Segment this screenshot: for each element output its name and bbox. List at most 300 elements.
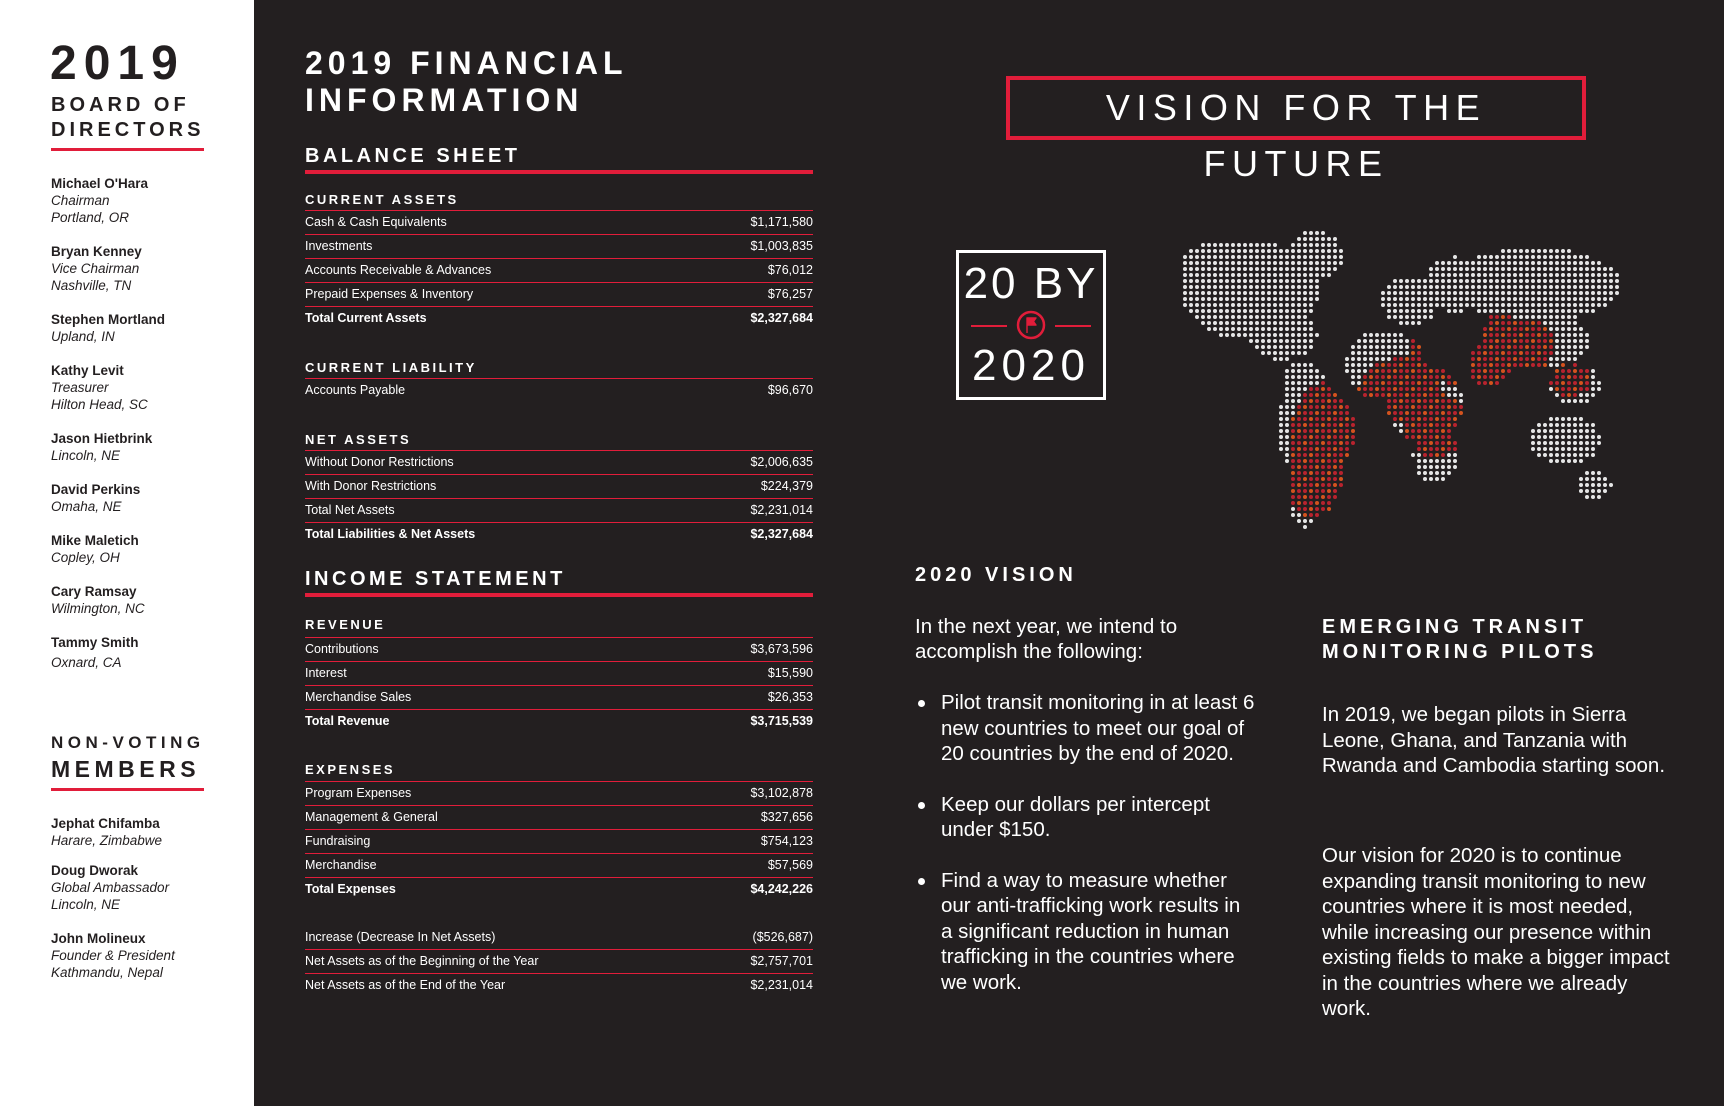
map-dot (1483, 309, 1487, 313)
map-dot (1267, 315, 1271, 319)
map-dot (1471, 261, 1475, 265)
map-dot (1543, 291, 1547, 295)
map-dot (1459, 309, 1463, 313)
map-dot (1471, 279, 1475, 283)
map-dot (1435, 375, 1439, 379)
map-dot (1297, 471, 1301, 475)
map-dot (1279, 255, 1283, 259)
map-dot (1465, 303, 1469, 307)
map-dot (1285, 279, 1289, 283)
map-dot (1213, 255, 1217, 259)
map-dot (1189, 285, 1193, 289)
map-dot (1351, 417, 1355, 421)
map-dot (1393, 315, 1397, 319)
map-dot (1291, 411, 1295, 415)
map-dot (1297, 345, 1301, 349)
map-dot (1417, 285, 1421, 289)
map-dot (1255, 339, 1259, 343)
map-dot (1327, 459, 1331, 463)
map-dot (1321, 267, 1325, 271)
map-dot (1309, 243, 1313, 247)
map-dot (1537, 339, 1541, 343)
map-dot (1441, 291, 1445, 295)
map-dot (1201, 285, 1205, 289)
map-dot (1279, 345, 1283, 349)
map-dot (1549, 357, 1553, 361)
map-dot (1489, 369, 1493, 373)
map-dot (1387, 339, 1391, 343)
map-dot (1573, 459, 1577, 463)
nonvoting-title: NON-VOTING (51, 733, 205, 752)
map-dot (1405, 423, 1409, 427)
map-dot (1417, 441, 1421, 445)
map-dot (1525, 255, 1529, 259)
map-dot (1441, 441, 1445, 445)
map-dot (1543, 309, 1547, 313)
map-dot (1363, 381, 1367, 385)
map-dot (1303, 423, 1307, 427)
map-dot (1447, 279, 1451, 283)
map-dot (1495, 285, 1499, 289)
map-dot (1273, 249, 1277, 253)
map-dot (1561, 429, 1565, 433)
map-dot (1549, 429, 1553, 433)
map-dot (1579, 309, 1583, 313)
map-dot (1447, 303, 1451, 307)
map-dot (1477, 381, 1481, 385)
map-dot (1543, 285, 1547, 289)
income-statement-title: INCOME STATEMENT (305, 568, 566, 590)
map-dot (1231, 315, 1235, 319)
map-dot (1393, 309, 1397, 313)
map-dot (1405, 291, 1409, 295)
map-dot (1561, 357, 1565, 361)
map-dot (1537, 447, 1541, 451)
map-dot (1585, 453, 1589, 457)
map-dot (1567, 369, 1571, 373)
map-dot (1303, 243, 1307, 247)
map-dot (1591, 393, 1595, 397)
map-dot (1309, 471, 1313, 475)
map-dot (1309, 513, 1313, 517)
map-dot (1579, 297, 1583, 301)
map-dot (1225, 309, 1229, 313)
map-dot (1255, 297, 1259, 301)
map-dot (1423, 423, 1427, 427)
map-dot (1255, 321, 1259, 325)
map-dot (1387, 297, 1391, 301)
map-dot (1189, 279, 1193, 283)
map-dot (1303, 465, 1307, 469)
map-dot (1423, 303, 1427, 307)
map-dot (1585, 255, 1589, 259)
map-dot (1321, 411, 1325, 415)
map-dot (1537, 429, 1541, 433)
vision-header: VISION FOR THE FUTURE (1006, 76, 1586, 140)
map-dot (1303, 411, 1307, 415)
map-dot (1453, 441, 1457, 445)
map-dot (1483, 261, 1487, 265)
map-dot (1573, 429, 1577, 433)
map-dot (1495, 357, 1499, 361)
balance-sheet-title: BALANCE SHEET (305, 145, 521, 167)
map-dot (1393, 297, 1397, 301)
map-dot (1567, 435, 1571, 439)
map-dot (1309, 483, 1313, 487)
map-dot (1471, 285, 1475, 289)
map-dot (1585, 279, 1589, 283)
map-dot (1309, 279, 1313, 283)
map-dot (1423, 399, 1427, 403)
map-dot (1567, 321, 1571, 325)
map-dot (1261, 255, 1265, 259)
map-dot (1303, 501, 1307, 505)
map-dot (1339, 459, 1343, 463)
map-dot (1417, 375, 1421, 379)
map-dot (1219, 243, 1223, 247)
map-dot (1291, 477, 1295, 481)
map-dot (1495, 309, 1499, 313)
map-dot (1555, 453, 1559, 457)
map-dot (1375, 339, 1379, 343)
map-dot (1435, 399, 1439, 403)
map-dot (1537, 273, 1541, 277)
map-dot (1429, 279, 1433, 283)
map-dot (1561, 459, 1565, 463)
map-dot (1375, 375, 1379, 379)
map-dot (1513, 273, 1517, 277)
map-dot (1213, 261, 1217, 265)
map-dot (1411, 309, 1415, 313)
map-dot (1273, 291, 1277, 295)
map-dot (1321, 273, 1325, 277)
map-dot (1507, 291, 1511, 295)
map-dot (1519, 315, 1523, 319)
map-dot (1297, 381, 1301, 385)
list-item: Keep our dollars per intercept under $150. (915, 792, 1255, 843)
map-dot (1423, 387, 1427, 391)
map-dot (1225, 261, 1229, 265)
map-dot (1303, 237, 1307, 241)
map-dot (1417, 351, 1421, 355)
map-dot (1441, 471, 1445, 475)
map-dot (1363, 375, 1367, 379)
map-dot (1333, 405, 1337, 409)
map-dot (1321, 465, 1325, 469)
map-dot (1453, 285, 1457, 289)
map-dot (1387, 405, 1391, 409)
map-dot (1573, 333, 1577, 337)
map-dot (1435, 297, 1439, 301)
map-dot (1477, 345, 1481, 349)
map-dot (1489, 267, 1493, 271)
map-dot (1537, 291, 1541, 295)
map-dot (1243, 261, 1247, 265)
map-dot (1537, 357, 1541, 361)
map-dot (1471, 375, 1475, 379)
map-dot (1555, 417, 1559, 421)
map-dot (1243, 297, 1247, 301)
map-dot (1255, 315, 1259, 319)
map-dot (1399, 417, 1403, 421)
map-dot (1429, 273, 1433, 277)
map-dot (1393, 285, 1397, 289)
map-dot (1591, 495, 1595, 499)
map-dot (1489, 309, 1493, 313)
map-dot (1309, 507, 1313, 511)
map-dot (1309, 369, 1313, 373)
map-dot (1417, 393, 1421, 397)
map-dot (1543, 435, 1547, 439)
map-dot (1585, 393, 1589, 397)
map-dot (1279, 411, 1283, 415)
map-dot (1525, 357, 1529, 361)
map-dot (1207, 261, 1211, 265)
map-dot (1585, 303, 1589, 307)
map-dot (1597, 303, 1601, 307)
map-dot (1225, 291, 1229, 295)
map-dot (1447, 273, 1451, 277)
map-dot (1285, 441, 1289, 445)
map-dot (1201, 267, 1205, 271)
map-dot (1597, 441, 1601, 445)
map-dot (1417, 369, 1421, 373)
map-dot (1225, 249, 1229, 253)
map-dot (1471, 273, 1475, 277)
map-dot (1303, 309, 1307, 313)
map-dot (1537, 453, 1541, 457)
table-row: Prepaid Expenses & Inventory $76,257 (305, 282, 813, 306)
map-dot (1507, 261, 1511, 265)
map-dot (1555, 423, 1559, 427)
map-dot (1291, 393, 1295, 397)
map-dot (1261, 243, 1265, 247)
map-dot (1207, 273, 1211, 277)
map-dot (1441, 429, 1445, 433)
map-dot (1309, 417, 1313, 421)
map-dot (1465, 297, 1469, 301)
map-dot (1615, 273, 1619, 277)
map-dot (1309, 231, 1313, 235)
map-dot (1477, 261, 1481, 265)
map-dot (1267, 297, 1271, 301)
map-dot (1405, 297, 1409, 301)
map-dot (1237, 285, 1241, 289)
map-dot (1297, 519, 1301, 523)
map-dot (1483, 381, 1487, 385)
map-dot (1273, 333, 1277, 337)
map-dot (1507, 273, 1511, 277)
map-dot (1273, 285, 1277, 289)
map-dot (1501, 327, 1505, 331)
map-dot (1399, 333, 1403, 337)
map-dot (1291, 489, 1295, 493)
map-dot (1507, 285, 1511, 289)
map-dot (1375, 363, 1379, 367)
map-dot (1189, 267, 1193, 271)
map-dot (1483, 291, 1487, 295)
expenses-title: EXPENSES (305, 762, 396, 777)
map-dot (1345, 363, 1349, 367)
map-dot (1351, 441, 1355, 445)
map-dot (1279, 297, 1283, 301)
map-dot (1441, 375, 1445, 379)
map-dot (1219, 303, 1223, 307)
map-dot (1435, 303, 1439, 307)
map-dot (1573, 435, 1577, 439)
map-dot (1435, 381, 1439, 385)
map-dot (1477, 267, 1481, 271)
map-dot (1261, 339, 1265, 343)
board-title: BOARD OF DIRECTORS (51, 94, 205, 141)
map-dot (1345, 453, 1349, 457)
map-dot (1297, 417, 1301, 421)
map-dot (1531, 273, 1535, 277)
map-dot (1555, 357, 1559, 361)
map-dot (1405, 357, 1409, 361)
map-dot (1309, 453, 1313, 457)
map-dot (1585, 495, 1589, 499)
map-dot (1327, 489, 1331, 493)
map-dot (1285, 255, 1289, 259)
map-dot (1345, 417, 1349, 421)
map-dot (1423, 429, 1427, 433)
map-dot (1531, 351, 1535, 355)
map-dot (1603, 477, 1607, 481)
logo-divider-right (1055, 325, 1091, 327)
map-dot (1591, 429, 1595, 433)
map-dot (1291, 261, 1295, 265)
map-dot (1267, 339, 1271, 343)
map-dot (1387, 285, 1391, 289)
map-dot (1273, 357, 1277, 361)
map-dot (1327, 441, 1331, 445)
map-dot (1567, 393, 1571, 397)
map-dot (1315, 429, 1319, 433)
map-dot (1207, 279, 1211, 283)
map-dot (1447, 447, 1451, 451)
map-dot (1285, 375, 1289, 379)
map-dot (1573, 375, 1577, 379)
map-dot (1315, 405, 1319, 409)
map-dot (1321, 453, 1325, 457)
map-dot (1459, 393, 1463, 397)
map-dot (1261, 279, 1265, 283)
map-dot (1441, 393, 1445, 397)
map-dot (1381, 375, 1385, 379)
map-dot (1423, 471, 1427, 475)
map-dot (1441, 285, 1445, 289)
map-dot (1549, 279, 1553, 283)
map-dot (1399, 411, 1403, 415)
map-dot (1555, 309, 1559, 313)
map-dot (1297, 483, 1301, 487)
map-dot (1483, 267, 1487, 271)
map-dot (1183, 291, 1187, 295)
map-dot (1243, 327, 1247, 331)
map-dot (1555, 381, 1559, 385)
map-dot (1561, 387, 1565, 391)
map-dot (1225, 255, 1229, 259)
map-dot (1603, 267, 1607, 271)
map-dot (1567, 255, 1571, 259)
map-dot (1519, 261, 1523, 265)
map-dot (1291, 291, 1295, 295)
map-dot (1309, 285, 1313, 289)
map-dot (1357, 345, 1361, 349)
map-dot (1285, 249, 1289, 253)
map-dot (1483, 345, 1487, 349)
map-dot (1327, 387, 1331, 391)
map-dot (1543, 327, 1547, 331)
map-dot (1279, 315, 1283, 319)
financial-title: 2019 FINANCIAL INFORMATION (305, 45, 628, 118)
map-dot (1237, 267, 1241, 271)
map-dot (1543, 255, 1547, 259)
map-dot (1453, 309, 1457, 313)
map-dot (1579, 399, 1583, 403)
map-dot (1573, 261, 1577, 265)
map-dot (1231, 297, 1235, 301)
map-dot (1303, 387, 1307, 391)
map-dot (1429, 465, 1433, 469)
map-dot (1249, 321, 1253, 325)
map-dot (1261, 261, 1265, 265)
map-dot (1321, 255, 1325, 259)
map-dot (1423, 459, 1427, 463)
map-dot (1483, 369, 1487, 373)
map-dot (1387, 375, 1391, 379)
map-dot (1351, 429, 1355, 433)
map-dot (1483, 297, 1487, 301)
map-dot (1399, 399, 1403, 403)
map-dot (1555, 279, 1559, 283)
map-dot (1297, 273, 1301, 277)
map-dot (1219, 255, 1223, 259)
map-dot (1345, 405, 1349, 409)
map-dot (1219, 279, 1223, 283)
map-dot (1327, 267, 1331, 271)
map-dot (1387, 393, 1391, 397)
map-dot (1225, 321, 1229, 325)
map-dot (1579, 369, 1583, 373)
map-dot (1441, 465, 1445, 469)
map-dot (1531, 249, 1535, 253)
map-dot (1387, 357, 1391, 361)
map-dot (1297, 309, 1301, 313)
map-dot (1297, 297, 1301, 301)
map-dot (1591, 297, 1595, 301)
map-dot (1549, 273, 1553, 277)
map-dot (1459, 285, 1463, 289)
map-dot (1339, 249, 1343, 253)
map-dot (1321, 471, 1325, 475)
map-dot (1393, 375, 1397, 379)
map-dot (1237, 297, 1241, 301)
map-dot (1315, 279, 1319, 283)
map-dot (1495, 363, 1499, 367)
map-dot (1285, 315, 1289, 319)
map-dot (1315, 273, 1319, 277)
map-dot (1363, 393, 1367, 397)
board-title-rule (51, 148, 204, 151)
map-dot (1567, 381, 1571, 385)
map-dot (1489, 357, 1493, 361)
map-dot (1435, 429, 1439, 433)
map-dot (1327, 423, 1331, 427)
map-dot (1339, 477, 1343, 481)
map-dot (1417, 411, 1421, 415)
